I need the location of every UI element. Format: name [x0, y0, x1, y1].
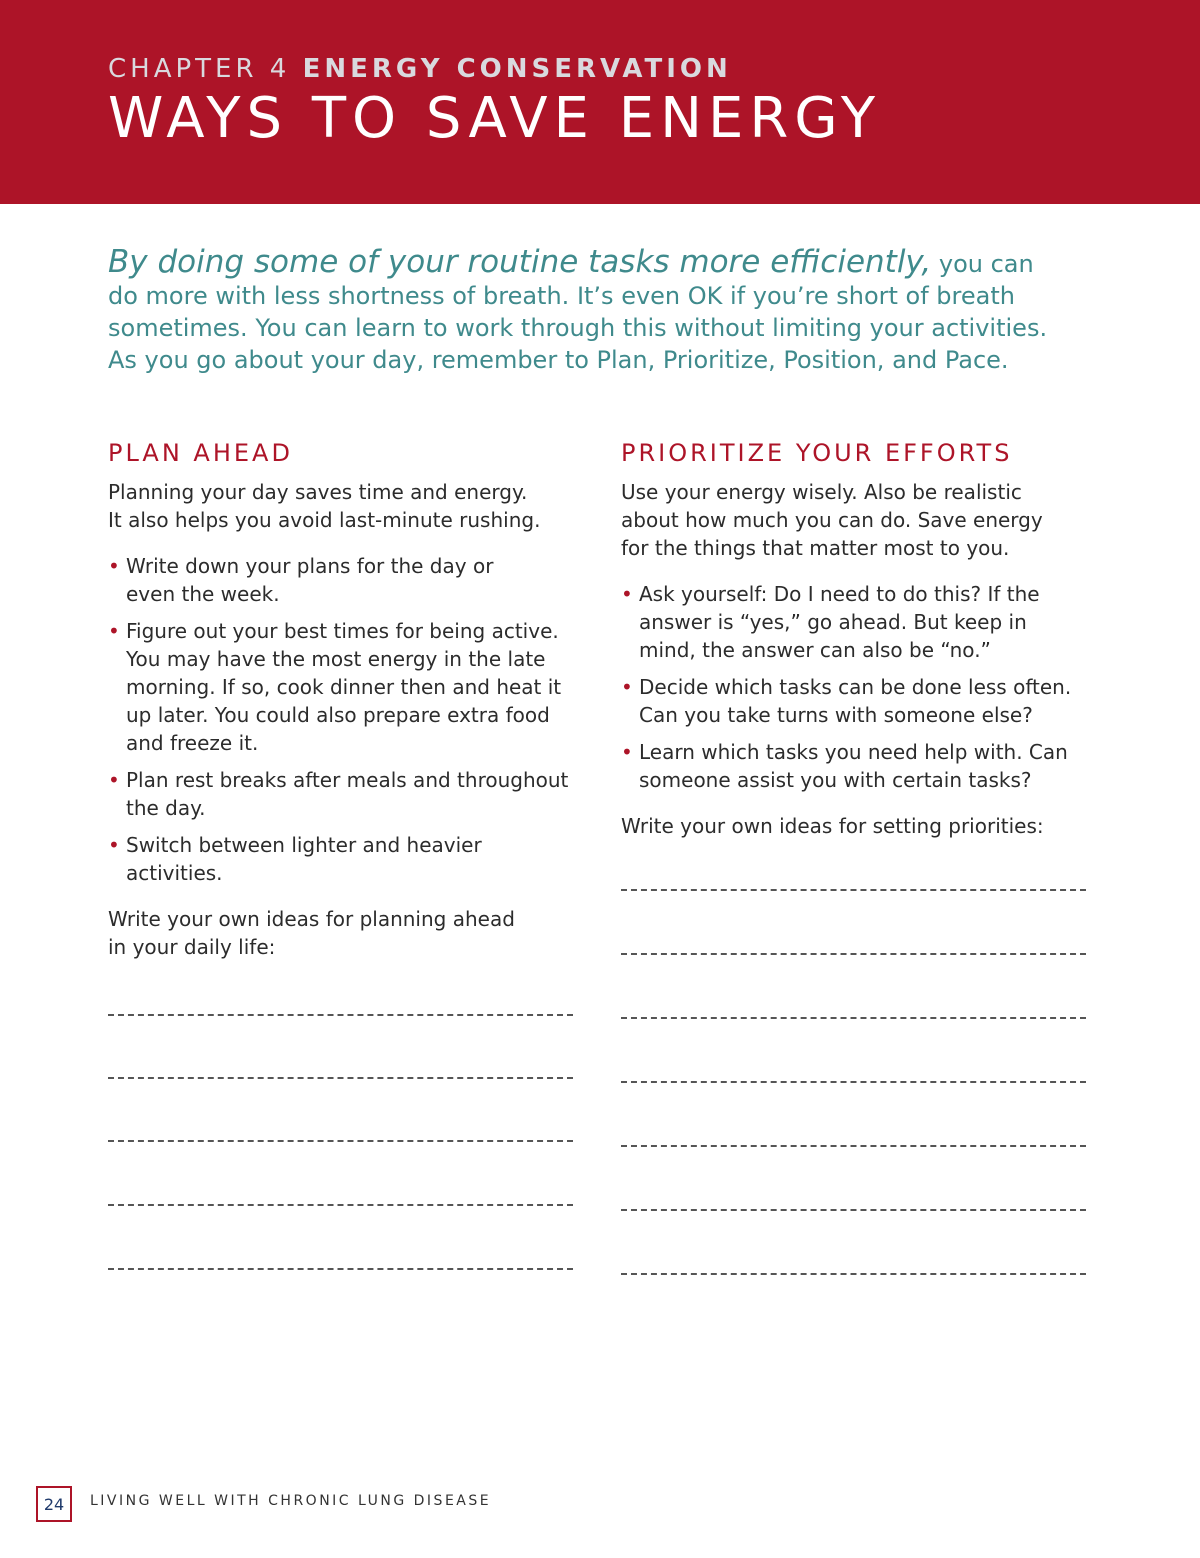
write-in-line[interactable]	[621, 889, 1086, 891]
text-line: even the week.	[126, 582, 280, 606]
text-line: someone assist you with certain tasks?	[639, 768, 1032, 792]
bullet-icon: •	[108, 833, 120, 857]
text-line: mind, the answer can also be “no.”	[639, 638, 991, 662]
intro-line-2: do more with less shortness of breath. It’s even OK if you’re short of breath	[108, 282, 1015, 310]
write-in-line[interactable]	[108, 1077, 573, 1079]
text-line: Use your energy wisely. Also be realistic	[621, 480, 1022, 504]
intro-paragraph	[108, 246, 1088, 376]
list-item	[621, 738, 1091, 794]
list-item	[621, 580, 1091, 664]
page-number: 24	[36, 1486, 72, 1522]
bullet-icon: •	[621, 675, 633, 699]
list-item	[108, 766, 578, 822]
prioritize-heading: PRIORITIZE YOUR EFFORTS	[621, 439, 1013, 467]
text-line: Switch between lighter and heavier	[126, 833, 482, 857]
list-item	[108, 831, 578, 887]
book-title: LIVING WELL WITH CHRONIC LUNG DISEASE	[90, 1493, 492, 1509]
write-in-line[interactable]	[108, 1268, 573, 1270]
page-title: WAYS TO SAVE ENERGY	[108, 86, 882, 151]
write-in-line[interactable]	[621, 1273, 1086, 1275]
text-line: for the things that matter most to you.	[621, 536, 1010, 560]
text-line: You may have the most energy in the late	[126, 647, 546, 671]
chapter-label	[108, 54, 732, 84]
plan-ahead-list	[108, 552, 578, 887]
intro-lead: By doing some of your routine tasks more efficiently,	[108, 244, 932, 280]
prioritize-prompt	[621, 812, 1091, 840]
text-line: activities.	[126, 861, 223, 885]
text-line: Figure out your best times for being active.	[126, 619, 559, 643]
text-line: answer is “yes,” go ahead. But keep in	[639, 610, 1027, 634]
list-item	[108, 617, 578, 757]
prioritize-list	[621, 580, 1091, 794]
text-line: the day.	[126, 796, 206, 820]
prioritize-intro	[621, 478, 1091, 562]
write-in-line[interactable]	[108, 1014, 573, 1016]
text-line: in your daily life:	[108, 935, 276, 959]
bullet-icon: •	[621, 582, 633, 606]
text-line: about how much you can do. Save energy	[621, 508, 1043, 532]
intro-line1-rest: you can	[931, 250, 1034, 278]
text-line: morning. If so, cook dinner then and heat it	[126, 675, 562, 699]
text-line: Learn which tasks you need help with. Can	[639, 740, 1068, 764]
text-line: Write down your plans for the day or	[126, 554, 494, 578]
bullet-icon: •	[108, 619, 120, 643]
write-in-line[interactable]	[108, 1204, 573, 1206]
list-item	[621, 673, 1091, 729]
plan-ahead-heading: PLAN AHEAD	[108, 439, 293, 467]
intro-line-4: As you go about your day, remember to Plan, Prioritize, Position, and Pace.	[108, 346, 1009, 374]
chapter-prefix: CHAPTER 4	[108, 54, 291, 84]
text-line: Plan rest breaks after meals and throughout	[126, 768, 569, 792]
bullet-icon: •	[108, 554, 120, 578]
bullet-icon: •	[108, 768, 120, 792]
text-line: Planning your day saves time and energy.	[108, 480, 528, 504]
text-line: Ask yourself: Do I need to do this? If the	[639, 582, 1040, 606]
chapter-banner	[0, 0, 1200, 204]
write-in-line[interactable]	[621, 1017, 1086, 1019]
text-line: It also helps you avoid last-minute rushing.	[108, 508, 541, 532]
intro-line-3: sometimes. You can learn to work through this without limiting your activities.	[108, 314, 1048, 342]
text-line: Write your own ideas for planning ahead	[108, 907, 515, 931]
prioritize-section	[621, 436, 1091, 840]
plan-ahead-intro	[108, 478, 578, 534]
chapter-name: ENERGY CONSERVATION	[302, 54, 732, 84]
write-in-line[interactable]	[621, 1081, 1086, 1083]
text-line: and freeze it.	[126, 731, 259, 755]
write-in-line[interactable]	[621, 1209, 1086, 1211]
bullet-icon: •	[621, 740, 633, 764]
text-line: Write your own ideas for setting priorities:	[621, 814, 1044, 838]
write-in-line[interactable]	[621, 1145, 1086, 1147]
list-item	[108, 552, 578, 608]
plan-ahead-prompt	[108, 905, 578, 961]
text-line: Can you take turns with someone else?	[639, 703, 1033, 727]
text-line: up later. You could also prepare extra food	[126, 703, 550, 727]
write-in-line[interactable]	[108, 1140, 573, 1142]
write-in-line[interactable]	[621, 953, 1086, 955]
plan-ahead-section	[108, 436, 578, 961]
text-line: Decide which tasks can be done less often.	[639, 675, 1072, 699]
